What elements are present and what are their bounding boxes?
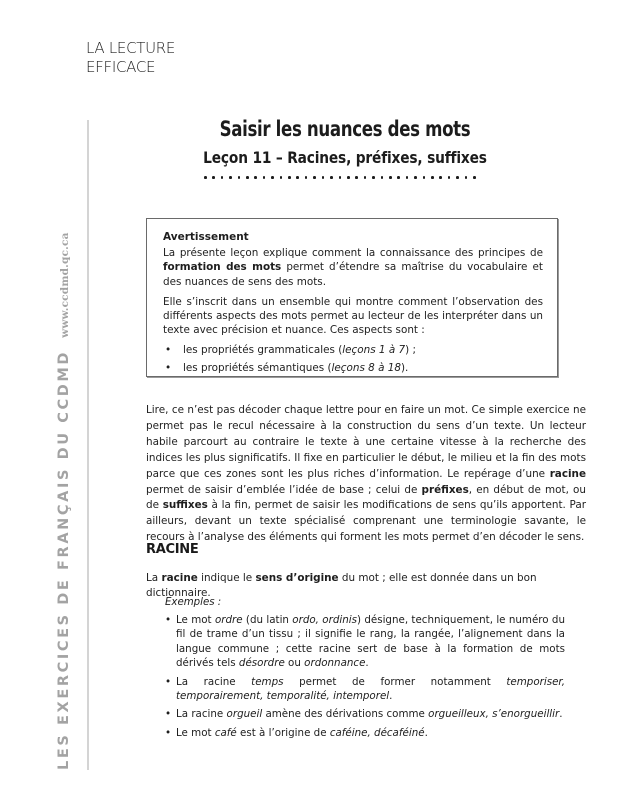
divider-dot bbox=[431, 176, 434, 179]
text: les propriétés grammaticales ( bbox=[183, 344, 343, 357]
italic-text: orgueil bbox=[226, 708, 263, 721]
divider-dot bbox=[465, 176, 468, 179]
section-heading-racine: RACINE bbox=[146, 542, 199, 557]
example-item bbox=[165, 675, 565, 704]
bold-text: sens d’origine bbox=[255, 572, 339, 584]
italic-text: leçons 1 à 7 bbox=[342, 344, 406, 357]
series-label-line2: EFFICACE bbox=[86, 58, 156, 76]
text: permet de former notamment bbox=[283, 675, 507, 688]
divider-dot bbox=[372, 176, 375, 179]
divider-dot bbox=[414, 176, 417, 179]
bold-text: formation des mots bbox=[163, 261, 282, 274]
divider-dot bbox=[271, 176, 274, 179]
divider-dot bbox=[246, 176, 249, 179]
bold-text: préfixes bbox=[421, 483, 469, 496]
divider-dot bbox=[339, 176, 342, 179]
divider-dot bbox=[305, 176, 308, 179]
bold-text: racine bbox=[549, 467, 586, 480]
notice-paragraph-2: Elle s’inscrit dans un ensemble qui montre comment l’observation des différents aspects des mots permet au lecteur de les interpréter dans un texte avec précision et nuance. Ces aspects sont : bbox=[163, 295, 543, 337]
bold-text: racine bbox=[161, 572, 198, 584]
italic-text: désordre bbox=[238, 657, 285, 670]
page-title: Saisir les nuances des mots bbox=[219, 117, 471, 141]
example-item bbox=[165, 613, 565, 671]
divider-dot bbox=[397, 176, 400, 179]
text: à la fin, permet de saisir les modifications de sens qu’ils apportent. Par ailleurs, devant un texte spécialisé comprenant une terminologie savante, le recours à l’analyse des éléments qui forment les mots permet d’en décoder le sens. bbox=[146, 499, 586, 544]
italic-text: orgueilleux, s’enorgueillir bbox=[428, 708, 560, 721]
divider-dot bbox=[254, 176, 257, 179]
text: indique le bbox=[197, 572, 256, 584]
text: du mot ; elle est donnée dans un bon dictionnaire. bbox=[146, 572, 537, 599]
publisher-text: LES EXERCICES DE FRANÇAIS DU CCDMD bbox=[56, 349, 72, 770]
examples-list bbox=[165, 613, 565, 744]
notice-paragraph-1 bbox=[163, 246, 543, 289]
series-label-line1: LA LECTURE bbox=[86, 39, 176, 57]
divider-dot bbox=[238, 176, 241, 179]
notice-list bbox=[163, 343, 543, 374]
list-item bbox=[163, 343, 543, 357]
sidebar-vertical-text bbox=[56, 232, 72, 770]
text: ) désigne, techniquement, le numéro du fil de trame d’un tissu ; il signifie le rang, la rangée, l’alignement dans la langue commune ; cette racine sert de base à la formation de mots dérivés tels bbox=[176, 614, 565, 670]
text: La présente leçon explique comment la connaissance des principes de bbox=[163, 247, 543, 260]
text: permet de saisir d’emblée l’idée de base ; celui de bbox=[146, 483, 422, 496]
list-item bbox=[163, 361, 543, 375]
divider-dot bbox=[381, 176, 384, 179]
italic-text: caféine, décaféiné bbox=[329, 726, 425, 739]
text: (du latin bbox=[242, 614, 293, 626]
divider-dot bbox=[347, 176, 350, 179]
dotted-divider bbox=[204, 176, 476, 180]
text: , en début de mot, ou de bbox=[146, 483, 587, 512]
text: La racine bbox=[176, 675, 252, 688]
divider-dot bbox=[212, 176, 215, 179]
italic-text: ordre bbox=[214, 614, 243, 626]
text: ). bbox=[400, 361, 409, 374]
margin-divider bbox=[87, 120, 89, 770]
text: Lire, ce n’est pas décoder chaque lettre pour en faire un mot. Ce simple exercice ne permet pas le recul nécessaire à la construction du sens d’un texte. Un lecteur habile parcourt au contraire le texte à une certaine vitesse à la recherche des indices les plus significatifs. Il fixe en particulier le début, le milieu et la fin des mots parce que ces zones sont les plus riches d’information. Le repérage d’une bbox=[146, 404, 586, 480]
text: permet d’étendre sa maîtrise du vocabulaire et des nuances de sens des mots. bbox=[163, 261, 543, 288]
text: est à l’origine de bbox=[236, 726, 330, 739]
text: les propriétés sémantiques ( bbox=[183, 361, 332, 374]
divider-dot bbox=[204, 176, 207, 179]
text: . bbox=[559, 708, 563, 721]
divider-dot bbox=[221, 176, 224, 179]
italic-text: temporiser, temporairement, temporalité, intemporel bbox=[176, 675, 565, 703]
divider-dot bbox=[288, 176, 291, 179]
notice-box bbox=[146, 218, 558, 377]
text: Le mot bbox=[176, 614, 215, 626]
text: . bbox=[365, 657, 369, 670]
divider-dot bbox=[406, 176, 409, 179]
italic-text: leçons 8 à 18 bbox=[331, 361, 401, 374]
divider-dot bbox=[423, 176, 426, 179]
text: Le mot bbox=[176, 726, 215, 739]
divider-dot bbox=[296, 176, 299, 179]
example-item bbox=[165, 707, 565, 721]
series-label bbox=[86, 39, 175, 77]
examples-label: Exemples : bbox=[165, 597, 222, 608]
bold-text: suffixes bbox=[162, 499, 208, 512]
text: La bbox=[146, 572, 162, 584]
text: . bbox=[389, 690, 393, 703]
text: . bbox=[424, 726, 428, 739]
divider-dot bbox=[389, 176, 392, 179]
divider-dot bbox=[439, 176, 442, 179]
divider-dot bbox=[322, 176, 325, 179]
italic-text: ordo, ordinis bbox=[292, 614, 357, 626]
publisher-url[interactable]: www.ccdmd.qc.ca bbox=[59, 232, 71, 338]
divider-dot bbox=[456, 176, 459, 179]
notice-heading: Avertissement bbox=[163, 231, 249, 243]
example-item bbox=[165, 726, 565, 740]
italic-text: temps bbox=[251, 675, 284, 688]
divider-dot bbox=[263, 176, 266, 179]
text: ou bbox=[284, 657, 305, 670]
text: ) ; bbox=[405, 344, 416, 357]
text: amène des dérivations comme bbox=[262, 708, 429, 721]
divider-dot bbox=[229, 176, 232, 179]
divider-dot bbox=[473, 176, 476, 179]
italic-text: ordonnance bbox=[304, 657, 366, 670]
intro-paragraph bbox=[146, 403, 586, 546]
divider-dot bbox=[330, 176, 333, 179]
text: La racine bbox=[176, 708, 227, 721]
divider-dot bbox=[313, 176, 316, 179]
divider-dot bbox=[448, 176, 451, 179]
divider-dot bbox=[355, 176, 358, 179]
italic-text: café bbox=[214, 726, 237, 739]
divider-dot bbox=[280, 176, 283, 179]
divider-dot bbox=[364, 176, 367, 179]
lesson-subtitle: Leçon 11 – Racines, préfixes, suffixes bbox=[203, 148, 487, 167]
